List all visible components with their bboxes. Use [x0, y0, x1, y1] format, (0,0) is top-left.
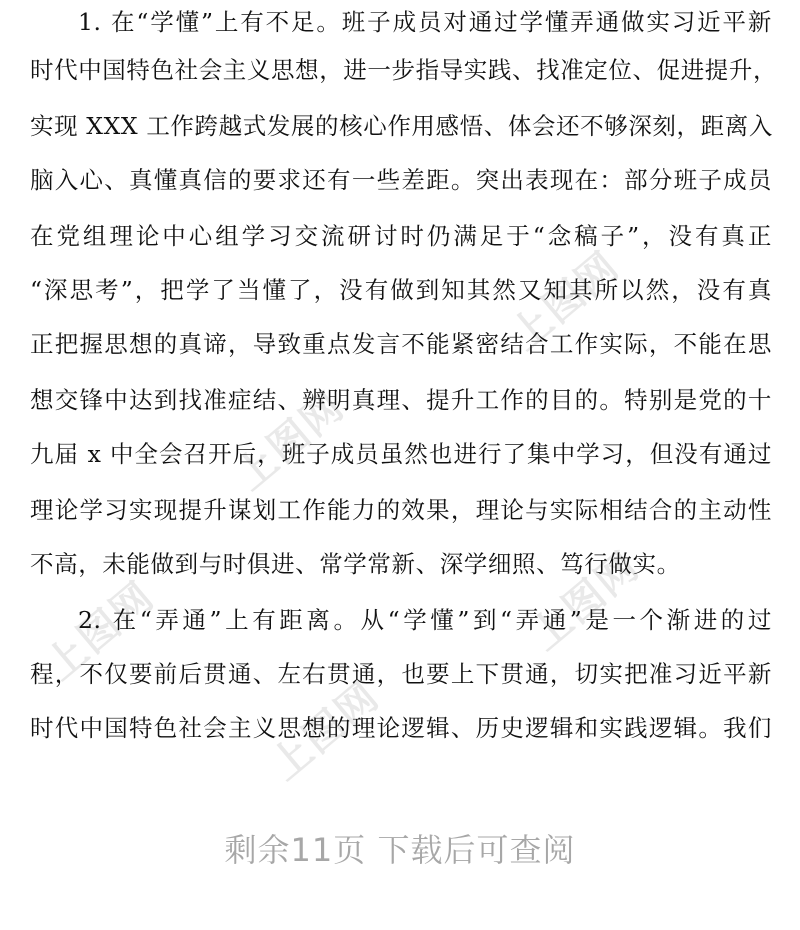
- body-text-line: 2. 在“弄通”上有距离。从“学懂”到“弄通”是一个渐进的过: [78, 606, 772, 634]
- body-text-line: 时代中国特色社会主义思想，进一步指导实践、找准定位、促进提升，: [30, 56, 778, 84]
- body-text-line: 时代中国特色社会主义思想的理论逻辑、历史逻辑和实践逻辑。我们: [30, 714, 772, 742]
- watermark: 上图网: [37, 573, 164, 690]
- body-text-line: “深思考”，把学了当懂了，没有做到知其然又知其所以然，没有真: [30, 276, 772, 304]
- watermark: 上图网: [502, 243, 629, 360]
- body-text-line: 实现 XXX 工作跨越式发展的核心作用感悟、体会还不够深刻，距离入: [30, 112, 773, 140]
- watermark: 上图网: [227, 383, 354, 500]
- body-text-line: 不高，未能做到与时俱进、常学常新、深学细照、笃行做实。: [30, 550, 681, 578]
- watermark: 上图网: [262, 673, 389, 790]
- body-text-line: 在党组理论中心组学习交流研讨时仍满足于“念稿子”，没有真正: [30, 222, 772, 250]
- remaining-pages-notice: 剩余11页 下载后可查阅: [224, 831, 576, 869]
- watermark: 上图网: [522, 543, 649, 660]
- body-text-line: 脑入心、真懂真信的要求还有一些差距。突出表现在：部分班子成员: [30, 166, 772, 194]
- body-text-line: 程，不仅要前后贯通、左右贯通，也要上下贯通，切实把准习近平新: [30, 660, 772, 688]
- body-text-line: 1. 在“学懂”上有不足。班子成员对通过学懂弄通做实习近平新: [78, 8, 772, 36]
- body-text-line: 正把握思想的真谛，导致重点发言不能紧密结合工作实际，不能在思: [30, 330, 772, 358]
- body-text-line: 想交锋中达到找准症结、辨明真理、提升工作的目的。特别是党的十: [30, 386, 772, 414]
- body-text-line: 理论学习实现提升谋划工作能力的效果，理论与实际相结合的主动性: [30, 496, 772, 524]
- body-text-line: 九届 x 中全会召开后，班子成员虽然也进行了集中学习，但没有通过: [30, 440, 772, 468]
